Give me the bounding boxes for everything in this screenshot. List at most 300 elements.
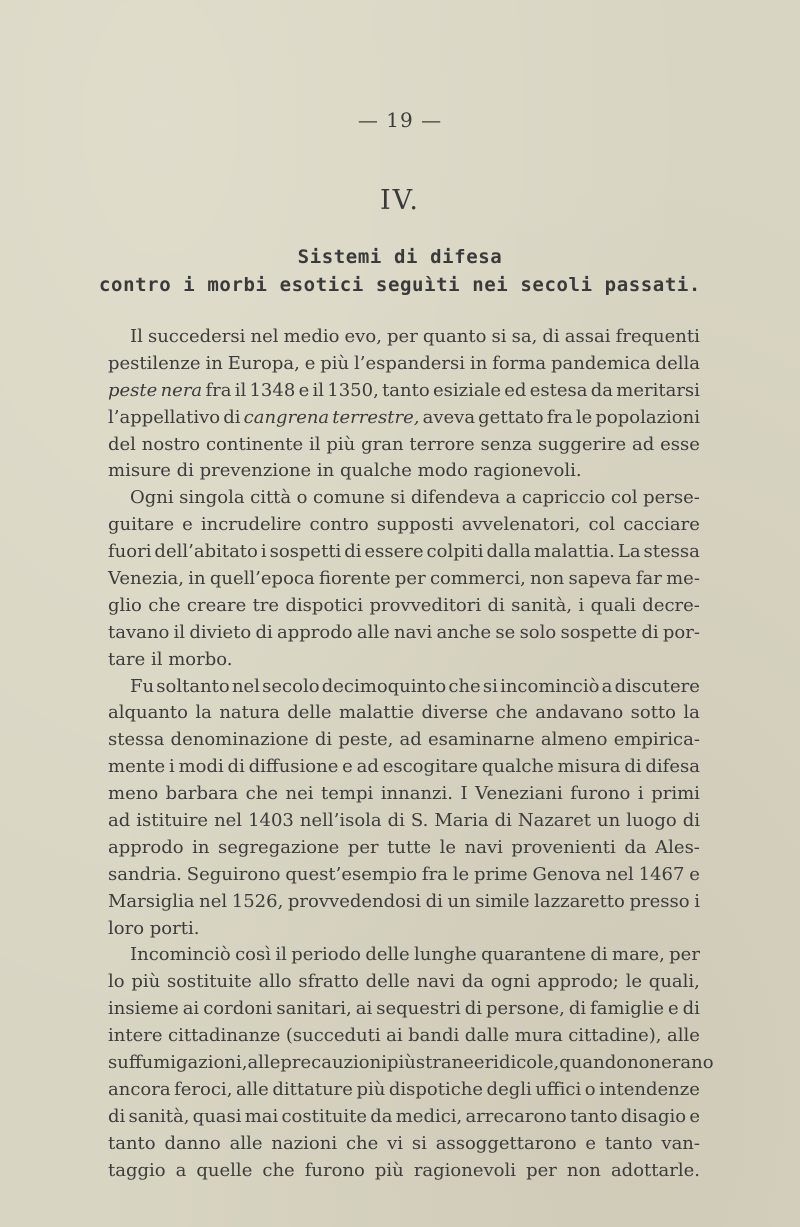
word: quest’esempio [285,863,418,885]
word: alle [667,1025,700,1047]
word: di [108,1105,126,1127]
word: arrecarono [465,1105,567,1127]
word: approdo; [537,971,619,993]
word: da [370,1105,393,1127]
word: gran [361,433,404,455]
paragraph [108,324,700,485]
word: barbara [165,783,239,805]
word: alle [356,621,390,643]
word: esiziale [432,379,501,401]
text-line [108,1077,700,1104]
word: terrestre, [332,406,420,428]
word: simile [475,890,530,912]
page-number: — 19 — [357,108,443,132]
word: furono [304,1159,365,1181]
word: van- [661,1132,700,1154]
word: di [568,998,587,1020]
word: singola [179,487,245,509]
word: glio [108,594,142,616]
word: un [447,890,471,912]
word: le [439,836,457,858]
word: fra [546,406,573,428]
text-line [108,512,700,539]
word: creare [186,594,247,616]
word: discutere [614,675,700,697]
word: e [473,1052,485,1074]
word: di [314,729,333,751]
text-line [108,485,700,512]
word: il [312,379,324,401]
word: un [597,810,621,832]
word: nazioni [271,1132,338,1154]
word: allo [258,971,292,993]
word: per [669,944,700,966]
word: non [566,1159,601,1181]
word: fiorente [319,568,391,590]
word: avvelenatori, [461,514,581,536]
word: cittadine), [568,1025,662,1047]
text-line [108,405,700,432]
word: malattie [338,702,415,724]
word: più [131,971,161,993]
word: periodo [291,944,361,966]
word: dispotici [285,594,364,616]
word: tanto [108,1132,156,1154]
word: col [610,487,638,509]
word: più [356,1078,386,1100]
word: col [588,514,616,536]
word: i [694,890,700,912]
line-text: loro porti. [108,917,200,939]
word: si [491,326,507,347]
word: decimoquinto [321,675,447,697]
word: in [188,568,206,590]
word: l’espandersi [354,352,466,374]
word: evo, [344,326,382,347]
word: danno [164,1132,221,1154]
word: ogni [490,971,531,993]
word: sotto [630,702,677,724]
word: e [342,756,353,778]
section-title-line-1: Sistemi di difesa [297,246,503,268]
word: peste, [338,729,394,751]
word: sandria. [108,863,182,885]
word: provenienti [511,836,616,858]
word: tavano [108,621,170,643]
word: i [169,756,175,778]
word: di [387,810,405,832]
word: di [590,944,608,966]
word: innanzi. [380,783,453,805]
word: nostro [141,433,201,455]
word: e [585,1132,597,1154]
word: dalla [486,541,531,563]
word: che [148,594,181,616]
word: di [494,810,512,832]
word: le [625,971,643,993]
word: difesa [645,756,700,778]
word: alle [229,1132,263,1154]
word: provveditori [369,594,482,616]
word: dell’abitato [154,541,258,563]
word: segregazione [218,836,340,858]
word: nel [250,326,279,347]
word: gettato [478,406,544,428]
word: soltanto [156,675,230,697]
word: e [689,1105,700,1127]
word: bandi [408,1025,460,1047]
word: alle [247,1052,281,1074]
word: succedersi [147,326,246,347]
word: sfratto [298,971,359,993]
word: degli [486,1078,532,1100]
word: nell’isola [299,810,382,832]
word: cacciare [623,514,700,536]
word: difendeva [410,487,501,509]
word: nera [160,379,203,401]
word: malattia. [533,541,615,563]
word: di [223,406,241,428]
word: popolazioni [595,406,700,428]
word: Ogni [130,487,174,509]
word: pandemica [550,352,651,374]
word: se [495,621,516,643]
word: delle [365,944,410,966]
word: quanto [422,326,487,347]
word: navi [416,971,455,993]
word: istituire [136,810,209,832]
word: o [296,487,308,509]
word: uffici [535,1078,582,1100]
word: sanità, [128,1105,190,1127]
word: intere [108,1025,163,1047]
line-text: tare il morbo. [108,648,233,670]
word: stessa [108,729,165,751]
word: sequestri [376,998,461,1020]
word: assai [564,326,611,347]
word: nei [285,783,314,805]
word: di [542,326,560,347]
section-title-line-2: contro i morbi esotici seguìti nei secoli passati. [99,274,701,296]
text-line [108,942,700,969]
word: taggio [108,1159,166,1181]
word: suggerire [538,433,627,455]
word: tanto [569,1105,618,1127]
word: incominciò [500,675,600,697]
word: I [460,783,468,805]
word: 1467 [638,863,685,885]
word: (succeduti [285,1025,381,1047]
word: Ales- [655,836,700,858]
text-line [108,458,700,485]
word: estesa [529,379,588,401]
word: per [526,1159,557,1181]
text-line [108,674,700,701]
word: Marsiglia [108,890,195,912]
word: Veneziani [475,783,563,805]
word: ancora [108,1078,171,1100]
word: terrore [409,433,475,455]
word: nel [605,863,634,885]
word: assoggettarono [435,1132,577,1154]
word: di [641,621,659,643]
text-line [108,1158,700,1185]
word: supposti [376,514,454,536]
word: delle [287,702,332,724]
word: ridicole, [484,1052,560,1074]
word: colpiti [426,541,484,563]
word: di [227,756,245,778]
word: Nazaret [517,810,592,832]
word: qualche [481,756,554,778]
word: famiglie [590,998,664,1020]
word: così [235,944,271,966]
word: navi [464,836,503,858]
word: sanitari, [276,998,352,1020]
word: fuori [108,541,152,563]
word: essere [364,541,424,563]
word: e [667,998,679,1020]
text-line [108,754,700,781]
word: che [495,702,528,724]
text-line [108,781,700,808]
word: della [655,352,700,374]
word: o [584,1078,596,1100]
word: i [578,594,585,616]
word: contro [309,514,369,536]
word: la [683,702,700,724]
word: e [304,352,316,374]
word: che [262,1159,295,1181]
word: presso [629,890,690,912]
text-line [108,378,700,405]
word: dalle [464,1025,510,1047]
word: si [482,675,498,697]
word: da [461,971,484,993]
text-line [108,1050,714,1077]
text-line [108,835,700,862]
word: 1348 [249,379,296,401]
word: sostituite [166,971,252,993]
word: di [255,621,273,643]
word: si [390,487,406,509]
word: ad [399,729,422,751]
word: decre- [642,594,700,616]
word: intendenze [599,1078,700,1100]
word: i [260,541,267,563]
word: provvedendosi [287,890,421,912]
text-line [108,620,700,647]
body-text [108,324,714,1185]
word: e [182,514,193,536]
text-line [108,889,700,916]
word: più [374,1159,404,1181]
word: ad [632,433,655,455]
word: Genova [532,863,601,885]
word: Seguirono [186,863,281,885]
text-line [108,324,700,351]
word: ai [355,998,373,1020]
word: lo [108,971,125,993]
word: furono [570,783,631,805]
word: strane [415,1052,474,1074]
word: misura [557,756,621,778]
word: feroci, [174,1078,233,1100]
word: luogo [626,810,677,832]
word: il [275,944,287,966]
word: commerci, [429,568,526,590]
word: quali [590,594,636,616]
word: di [682,810,700,832]
word: quell’epoca [209,568,315,590]
word: stessa [643,541,700,563]
word: S. [410,810,429,832]
word: suffumigazioni, [108,1052,248,1074]
word: anche [436,621,492,643]
word: che [448,675,481,697]
text-line [108,996,700,1023]
word: vi [387,1132,404,1154]
word: frequenti [615,326,700,347]
text-line [108,808,700,835]
word: tempi [321,783,374,805]
text-line [108,916,700,943]
word: mare, [612,944,665,966]
word: fra [421,863,448,885]
word: l’appellativo [108,406,221,428]
word: alle [235,1078,269,1100]
word: a [175,1159,187,1181]
word: quelle [196,1159,253,1181]
word: lunghe [414,944,477,966]
word: sanità, [511,594,573,616]
text-line [108,1104,700,1131]
word: mai [244,1105,279,1127]
text-line [108,539,700,566]
word: insieme [108,998,179,1020]
text-line [108,566,700,593]
word: cittadinanze [168,1025,281,1047]
word: Venezia, [108,568,184,590]
word: por- [662,621,700,643]
word: adottarle. [610,1159,700,1181]
word: di [624,756,642,778]
word: quando [559,1052,628,1074]
text-line [108,700,700,727]
word: far [635,568,662,590]
word: escogitare [382,756,478,778]
word: le [452,863,470,885]
word: Fu [130,675,155,697]
word: quarantene [481,944,587,966]
paragraph [108,485,700,673]
word: ai [386,1025,403,1047]
text-line [108,1023,700,1050]
word: quali, [648,971,700,993]
word: cangrena [243,406,330,428]
text-line [108,862,700,889]
word: 1526, [231,890,284,912]
word: si [411,1132,427,1154]
word: da [624,836,647,858]
word: 1403 [248,810,294,832]
word: tanto [382,379,430,401]
word: di [487,594,505,616]
word: la [195,702,212,724]
word: e [298,379,310,401]
word: per [387,326,418,347]
word: quasi [192,1105,242,1127]
chapter-number: IV. [379,185,421,216]
word: mura [514,1025,563,1047]
word: prime [474,863,528,885]
word: ai [182,998,200,1020]
word: primi [651,783,700,805]
word: non [530,568,565,590]
word: empirica- [613,729,700,751]
word: a [601,675,613,697]
word: cordoni [203,998,273,1020]
word: nel [231,675,260,697]
text-line [108,351,700,378]
word: tre [252,594,280,616]
word: 1350, [327,379,379,401]
word: sospette [560,621,638,643]
word: più [386,1052,416,1074]
word: tutte [387,836,432,858]
word: e [689,863,700,885]
word: natura [219,702,280,724]
word: da [590,379,613,401]
word: il [309,433,321,455]
word: a [505,487,517,509]
word: dittature [272,1078,353,1100]
word: perse- [643,487,700,509]
word: persone, [486,998,565,1020]
word: più [326,433,356,455]
word: divieto [189,621,252,643]
word: di [425,890,443,912]
word: peste [108,379,158,401]
word: le [575,406,593,428]
word: medici, [395,1105,463,1127]
word: per [347,836,379,858]
word: incrudelire [200,514,302,536]
text-line [108,727,700,754]
word: secolo [262,675,320,697]
word: mente [108,756,166,778]
word: in [192,836,210,858]
word: andavano [535,702,624,724]
word: il [234,379,247,401]
word: almeno [540,729,608,751]
word: denominazione [170,729,309,751]
word: Maria [434,810,489,832]
word: non [627,1052,662,1074]
word: La [617,541,641,563]
word: i [637,783,644,805]
text-line [108,969,700,996]
word: città [250,487,292,509]
text-line [108,647,700,674]
word: meritarsi [616,379,700,401]
word: delle [365,971,410,993]
word: esse [660,433,700,455]
word: dispotiche [388,1078,484,1100]
word: precauzioni [280,1052,387,1074]
word: per [394,568,426,590]
word: aveva [422,406,476,428]
